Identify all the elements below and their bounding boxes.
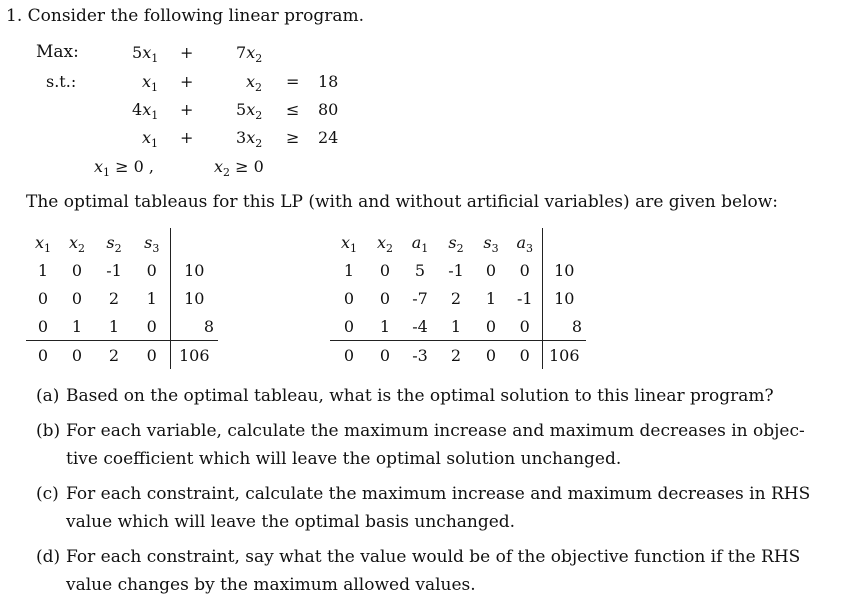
question-d-line-2: value changes by the maximum allowed values.: [66, 575, 476, 595]
constraint-1-relation: =: [286, 72, 300, 91]
question-b-label: (b): [36, 421, 61, 441]
table-row: [330, 256, 586, 284]
nonnegativity-x1: $x_1 \ge 0$ ,: [94, 157, 154, 179]
header-a1: $a_1$: [411, 232, 429, 255]
header-x1: $x_1$: [34, 232, 52, 255]
table-cell: 0: [60, 341, 94, 370]
constraint-1-term-2: $x_2$: [246, 72, 263, 94]
max-label: Max:: [36, 42, 79, 62]
header-x2: $x_2$: [68, 232, 86, 255]
table-cell-rhs: 10: [170, 256, 218, 284]
table-cell: 0: [343, 316, 355, 336]
table-row: [330, 284, 586, 312]
constraint-2-term-2: $5x_2$: [236, 100, 263, 122]
table-cell-rhs: 10: [542, 284, 586, 312]
header-s2: $s_2$: [448, 232, 464, 255]
constraint-2-relation: ≤: [286, 100, 300, 119]
table-row: [330, 312, 586, 341]
table-cell: 0: [474, 341, 508, 370]
table-cell: 0: [379, 288, 391, 308]
question-d-label: (d): [36, 547, 61, 567]
table-cell-rhs: 10: [170, 284, 218, 312]
table-cell: 0: [508, 341, 542, 370]
header-rhs: [170, 228, 218, 256]
table-cell: 0: [485, 260, 497, 280]
problem-heading: 1. Consider the following linear program.: [6, 6, 365, 26]
header-rhs: [542, 228, 586, 256]
constraint-3-term-1: $x_1$: [142, 128, 159, 150]
constraint-1-plus: +: [180, 72, 194, 91]
question-a-text: Based on the optimal tableau, what is the optimal solution to this linear program?: [66, 386, 774, 406]
table-cell: 1: [37, 260, 49, 280]
table-cell: 1: [485, 288, 497, 308]
tableau-left-header: [26, 228, 218, 256]
table-cell: 0: [519, 260, 530, 280]
tableau-left: [26, 228, 218, 369]
table-cell-rhs: 106: [170, 341, 218, 370]
table-cell: 0: [146, 316, 157, 336]
table-cell: -1: [516, 288, 533, 308]
table-cell: 2: [94, 341, 134, 370]
header-a3: $a_3$: [516, 232, 534, 255]
tableau-right: [330, 228, 586, 369]
table-cell: 0: [379, 260, 391, 280]
table-row: [26, 256, 218, 284]
table-cell: 2: [108, 288, 120, 308]
objective-term-2: $7x_2$: [236, 43, 263, 65]
table-cell: 0: [71, 288, 83, 308]
table-cell: -3: [402, 341, 438, 370]
table-cell: -4: [412, 316, 428, 336]
table-row: [26, 312, 218, 341]
table-cell: 0: [37, 288, 49, 308]
table-cell: 0: [485, 316, 497, 336]
table-cell-rhs: 10: [542, 256, 586, 284]
constraint-1-term-1: $x_1$: [142, 72, 159, 94]
constraint-3-rhs: 24: [318, 128, 339, 147]
table-objective-row: [330, 341, 586, 370]
table-cell: 1: [71, 316, 83, 336]
table-cell: 0: [134, 341, 170, 370]
table-cell: 0: [330, 341, 368, 370]
question-a-label: (a): [36, 386, 60, 406]
table-cell-rhs: 8: [542, 312, 586, 341]
tableau-intro: The optimal tableaus for this LP (with and without artificial variables) are given below:: [26, 192, 779, 212]
table-cell: 1: [108, 316, 120, 336]
tableau-right-header: [330, 228, 586, 256]
table-cell-rhs: 8: [170, 312, 218, 341]
question-c-line-1: For each constraint, calculate the maximum increase and maximum decreases in RHS: [66, 484, 811, 504]
table-objective-row: [26, 341, 218, 370]
header-s2: $s_2$: [106, 232, 122, 255]
objective-plus: +: [180, 43, 194, 62]
constraint-2-plus: +: [180, 100, 194, 119]
header-s3: $s_3$: [483, 232, 499, 255]
table-row: [26, 284, 218, 312]
table-cell: -1: [106, 260, 122, 280]
table-cell: 1: [379, 316, 391, 336]
table-cell: -1: [448, 260, 464, 280]
table-cell: 1: [146, 288, 157, 308]
constraint-1-rhs: 18: [318, 72, 339, 91]
table-cell: 0: [71, 260, 83, 280]
table-cell: 5: [414, 260, 426, 280]
table-cell: 2: [438, 341, 474, 370]
table-cell: 0: [368, 341, 402, 370]
objective-term-1: $5x_1$: [132, 43, 159, 65]
table-cell-rhs: 106: [542, 341, 586, 370]
st-label: s.t.:: [46, 72, 77, 91]
table-cell: 0: [146, 260, 157, 280]
question-c-line-2: value which will leave the optimal basis unchanged.: [66, 512, 516, 532]
question-d-line-1: For each constraint, say what the value would be of the objective function if the RHS: [66, 547, 801, 567]
constraint-3-term-2: $3x_2$: [236, 128, 263, 150]
table-cell: 1: [343, 260, 355, 280]
header-x2: $x_2$: [376, 232, 394, 255]
header-x1: $x_1$: [340, 232, 358, 255]
constraint-3-relation: ≥: [286, 128, 300, 147]
table-cell: 0: [519, 316, 530, 336]
table-cell: 0: [37, 316, 49, 336]
constraint-2-rhs: 80: [318, 100, 339, 119]
constraint-2-term-1: $4x_1$: [132, 100, 159, 122]
question-b-line-1: For each variable, calculate the maximum increase and maximum decreases in objec-: [66, 421, 805, 441]
nonnegativity-x2: $x_2 \ge 0$: [214, 157, 264, 179]
table-cell: 0: [343, 288, 355, 308]
table-cell: 2: [450, 288, 462, 308]
question-b-line-2: tive coefficient which will leave the optimal solution unchanged.: [66, 449, 622, 469]
constraint-3-plus: +: [180, 128, 194, 147]
table-cell: 0: [26, 341, 60, 370]
table-cell: -7: [412, 288, 428, 308]
question-c-label: (c): [36, 484, 59, 504]
table-cell: 1: [450, 316, 462, 336]
header-s3: $s_3$: [144, 232, 160, 255]
